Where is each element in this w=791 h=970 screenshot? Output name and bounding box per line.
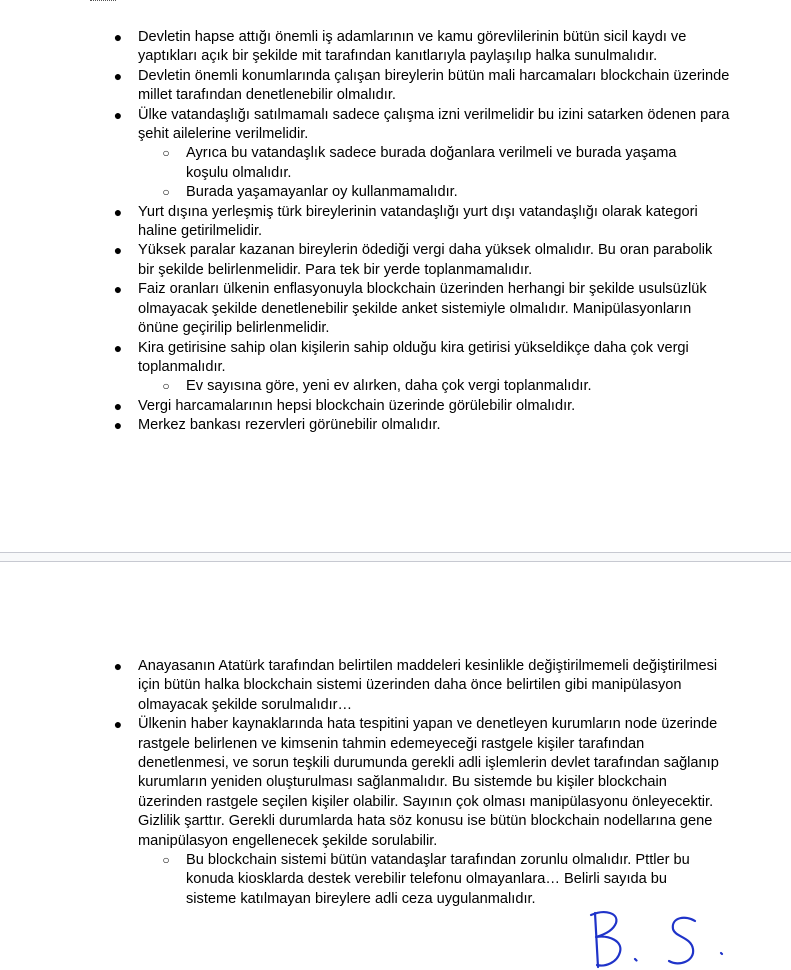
- list-item-text: Yurt dışına yerleşmiş türk bireylerinin vatandaşlığı yurt dışı vatandaşlığı olarak kategori haline getirilmelidir.: [138, 203, 698, 240]
- bullet-icon: ●: [113, 29, 123, 45]
- list-item: [0, 106, 791, 203]
- sub-list-item: [138, 183, 731, 202]
- list-item: [0, 203, 791, 242]
- sub-list-item-text: Ayrıca bu vatandaşlık sadece burada doğanlara verilmeli ve burada yaşama koşulu olmalıdır.: [186, 145, 677, 181]
- sub-list-item: [138, 851, 731, 909]
- sub-list: [138, 851, 731, 909]
- sub-list-item-text: Bu blockchain sistemi bütün vatandaşlar tarafından zorunlu olmalıdır. Pttler bu konuda kiosklarda destek verebilir telefonu olmayanlara… Belirli sayıda bu sisteme katılmayan bireylere adli ceza uygulanmalıdır.: [186, 852, 690, 907]
- page-break: [0, 552, 791, 562]
- handwritten-signature: [583, 907, 733, 970]
- hollow-bullet-icon: ○: [162, 853, 170, 868]
- list-item-text: Faiz oranları ülkenin enflasyonuyla blockchain üzerinden herhangi bir şekilde usulsüzlük olmayacak şekilde denetlenebilir şekilde anket sistemiyle olmalıdır. Manipülasyonların önüne geçirilip belirlenmelidir.: [138, 281, 707, 337]
- bullet-icon: ●: [113, 658, 123, 674]
- list-item: [0, 397, 791, 416]
- bullet-icon: ●: [113, 397, 123, 414]
- hollow-bullet-icon: ○: [162, 379, 170, 394]
- list-item-text: Vergi harcamalarının hepsi blockchain üzerinde görülebilir olmalıdır.: [138, 397, 576, 414]
- bullet-icon: ●: [113, 203, 123, 220]
- bullet-icon: ●: [113, 281, 123, 298]
- list-item: [0, 280, 791, 338]
- bullet-icon: ●: [113, 67, 123, 84]
- sub-list-item: [138, 144, 731, 183]
- list-item: [0, 28, 791, 67]
- page-top-mark: [90, 0, 116, 3]
- list-item-text: Kira getirisine sahip olan kişilerin sahip olduğu kira getirisi yükseldikçe daha çok vergi toplanmalıdır.: [138, 339, 689, 375]
- list-item: [0, 715, 791, 909]
- document-page-2: [0, 562, 791, 970]
- sub-list: [138, 377, 731, 396]
- list-item-text: Devletin hapse attığı önemli iş adamlarının ve kamu görevlilerinin bütün sicil kaydı ve yaptıkları açık bir şekilde mit tarafından kanıtlarıyla paylaşılıp halka sunulmalıdır.: [138, 29, 687, 65]
- bullet-icon: ●: [113, 242, 123, 259]
- list-item: [0, 67, 791, 106]
- bullet-icon: ●: [113, 417, 123, 434]
- list-item: [0, 657, 791, 715]
- list-item-text: Ülkenin haber kaynaklarında hata tespitini yapan ve denetleyen kurumların node üzerinde rastgele belirlenen ve kimsenin tahmin edemeyeceği rastgele kişiler tarafından denetlenmesi, ve sorun teşkili durumunda gerekli adli işlemlerin devlet tarafından sağlanıp kurumların yeniden oluşturulması sağlanmalıdır. Bu sistemde bu kişiler blockchain üzerinden rastgele seçilen kişiler olabilir. Sayının çok olması manipülasyonu önleyecektir. Gizlilik şarttır. Gerekli durumlarda hata söz konusu ise bütün blockchain nodellarına gene manipülasyon engellenecek şekilde sorulabilir.: [138, 716, 719, 849]
- list-item-text: Yüksek paralar kazanan bireylerin ödediği vergi daha yüksek olmalıdır. Bu oran parabolik bir şekilde belirlenmelidir. Para tek bir yerde toplanmamalıdır.: [138, 242, 713, 278]
- hollow-bullet-icon: ○: [162, 185, 170, 200]
- sub-list-item-text: Burada yaşamayanlar oy kullanmamalıdır.: [186, 184, 458, 201]
- bullet-icon: ●: [113, 716, 123, 733]
- sub-list-item-text: Ev sayısına göre, yeni ev alırken, daha çok vergi toplanmalıdır.: [186, 378, 592, 395]
- bullet-list-page-2: [0, 657, 791, 909]
- sub-list: [138, 144, 731, 202]
- list-item-text: Merkez bankası rezervleri görünebilir olmalıdır.: [138, 417, 441, 434]
- list-item-text: Ülke vatandaşlığı satılmamalı sadece çalışma izni verilmelidir bu izini satarken ödenen para şehit ailelerine verilmelidir.: [138, 106, 730, 143]
- bullet-icon: ●: [113, 339, 123, 356]
- hollow-bullet-icon: ○: [162, 146, 170, 161]
- list-item: [0, 416, 791, 435]
- list-item-text: Devletin önemli konumlarında çalışan bireylerin bütün mali harcamaları blockchain üzerinde millet tarafından denetlenebilir olmalıdır.: [138, 67, 730, 104]
- sub-list-item: [138, 377, 731, 396]
- bullet-icon: ●: [113, 106, 123, 123]
- bullet-list-page-1: [0, 28, 791, 436]
- list-item: [0, 241, 791, 280]
- list-item: [0, 339, 791, 397]
- list-item-text: Anayasanın Atatürk tarafından belirtilen maddeleri kesinlikle değiştirilmemeli değiştirilmesi için bütün halka blockchain sistemi üzerinden daha önce belirtilen gibi manipülasyon olmayacak şekilde sorulmalıdır…: [138, 658, 718, 713]
